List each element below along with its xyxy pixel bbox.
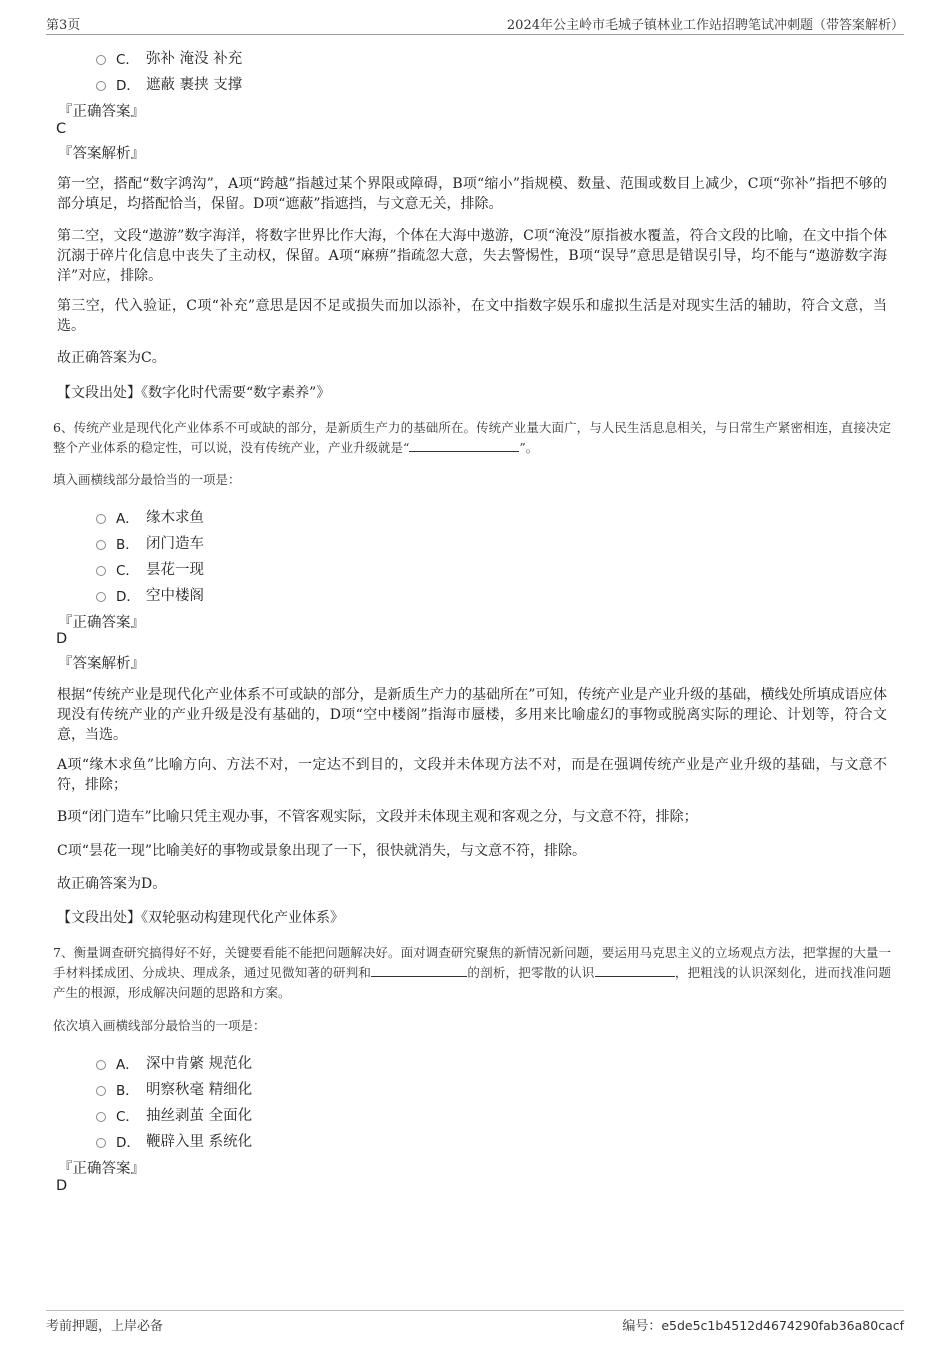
- q5-analysis-p3: 第三空，代入验证，C项“补充”意思是因不足或损失而加以添补，在文中指数字娱乐和虚拟生活是对现实生活的辅助，符合文意，当选。: [57, 298, 887, 334]
- q7-prompt: 依次填入画横线部分最恰当的一项是：: [53, 1018, 266, 1033]
- q6-option-a[interactable]: A． 缘木求鱼: [96, 506, 204, 527]
- radio-icon[interactable]: [96, 1112, 106, 1122]
- q5-option-d[interactable]: D． 遮蔽 裹挟 支撑: [96, 73, 242, 94]
- radio-icon[interactable]: [96, 81, 106, 91]
- q6-prompt: 填入画横线部分最恰当的一项是：: [53, 472, 241, 487]
- q7-option-b[interactable]: B． 明察秋毫 精细化: [96, 1078, 252, 1099]
- q6-analysis-p1: 根据“传统产业是现代化产业体系不可或缺的部分，是新质生产力的基础所在”可知，传统产业是产业升级的基础，横线处所填成语应体现没有传统产业的产业升级是没有基础的，D项“空中楼阁”指海市蜃楼，多用来比喻虚幻的事物或脱离实际的理论、计划等，符合文意，当选。: [57, 687, 887, 743]
- q6-analysis-label: 『答案解析』: [58, 656, 145, 672]
- q5-answer-label: 『正确答案』: [58, 104, 145, 120]
- page-footer: [46, 1310, 904, 1334]
- q6-analysis-p2: A项“缘木求鱼”比喻方向、方法不对，一定达不到目的，文段并未体现方法不对，而是在强调传统产业是产业升级的基础，与文意不符，排除；: [57, 757, 887, 793]
- document-title: 2024年公主岭市毛城子镇林业工作站招聘笔试冲刺题（带答案解析）: [506, 18, 904, 33]
- q7-option-d[interactable]: D． 鞭辟入里 系统化: [96, 1130, 252, 1151]
- footer-slogan: 考前押题，上岸必备: [46, 1319, 164, 1334]
- q6-analysis-p4: C项“昙花一现”比喻美好的事物或景象出现了一下，很快就消失，与文意不符，排除。: [57, 843, 587, 859]
- radio-icon[interactable]: [96, 1086, 106, 1096]
- page-number: 第3页: [46, 18, 81, 33]
- q6-analysis-p3: B项“闭门造车”比喻只凭主观办事，不管客观实际，文段并未体现主观和客观之分，与文意不符，排除；: [57, 809, 698, 825]
- q6-option-d[interactable]: D． 空中楼阁: [96, 584, 204, 605]
- q7-blank-1: [371, 964, 467, 977]
- q6-stem: 6、传统产业是现代化产业体系不可或缺的部分，是新质生产力的基础所在。传统产业量大面广，与人民生活息息相关，与日常生产紧密相连，直接决定整个产业体系的稳定性，可以说，没有传统产业，产业升级就是“ ”。: [53, 420, 891, 455]
- radio-icon[interactable]: [96, 514, 106, 524]
- page-header: [46, 12, 904, 35]
- q6-option-b[interactable]: B． 闭门造车: [96, 532, 204, 553]
- radio-icon[interactable]: [96, 540, 106, 550]
- q6-option-c[interactable]: C． 昙花一现: [96, 558, 204, 579]
- q5-analysis-p4: 故正确答案为C。: [57, 350, 166, 366]
- q5-analysis-p2: 第二空，文段“遨游”数字海洋，将数字世界比作大海，个体在大海中遨游，C项“淹没”原指被水覆盖，符合文段的比喻，在文中指个体沉溺于碎片化信息中丧失了主动权，保留。A项“麻痹”指疏忽大意，失去警惕性，B项“误导”意思是错误引导，均不能与“遨游数字海洋”对应，排除。: [57, 228, 887, 284]
- q5-option-c[interactable]: C． 弥补 淹没 补充: [96, 47, 242, 68]
- radio-icon[interactable]: [96, 592, 106, 602]
- q7-option-c[interactable]: C． 抽丝剥茧 全面化: [96, 1104, 252, 1125]
- q5-analysis-p1: 第一空，搭配“数字鸿沟”，A项“跨越”指越过某个界限或障碍，B项“缩小”指规模、数量、范围或数目上减少，C项“弥补”指把不够的部分填足，均搭配恰当，保留。D项“遮蔽”指遮挡，与文意无关，排除。: [57, 176, 887, 212]
- radio-icon[interactable]: [96, 1060, 106, 1070]
- q7-answer-label: 『正确答案』: [58, 1161, 145, 1177]
- radio-icon[interactable]: [96, 566, 106, 576]
- q6-analysis-p5: 故正确答案为D。: [57, 876, 167, 892]
- document-code: 编号：e5de5c1b4512d4674290fab36a80cacf: [622, 1318, 904, 1334]
- q6-source: 【文段出处】《双轮驱动构建现代化产业体系》: [57, 910, 344, 926]
- q7-option-a[interactable]: A． 深中肯綮 规范化: [96, 1052, 252, 1073]
- radio-icon[interactable]: [96, 1138, 106, 1148]
- q7-stem: 7、衡量调查研究搞得好不好，关键要看能不能把问题解决好。面对调查研究聚焦的新情况新问题，要运用马克思主义的立场观点方法，把掌握的大量一手材料揉成团、分成块、理成条，通过见微知著的研判和 的剖析，把零散的认识 ，把粗浅的认识深刻化，进而找准问题产生的根源，形成解决问题的思路和方案。: [53, 945, 891, 1000]
- q7-blank-2: [595, 964, 675, 977]
- q6-answer-label: 『正确答案』: [58, 615, 145, 631]
- q5-source: 【文段出处】《数字化时代需要“数字素养”》: [57, 385, 331, 401]
- radio-icon[interactable]: [96, 55, 106, 65]
- q7-answer: D: [56, 1178, 68, 1194]
- q5-analysis-label: 『答案解析』: [58, 146, 145, 162]
- q5-answer: C: [56, 121, 67, 137]
- q6-blank: [409, 439, 519, 452]
- q6-answer: D: [56, 631, 68, 647]
